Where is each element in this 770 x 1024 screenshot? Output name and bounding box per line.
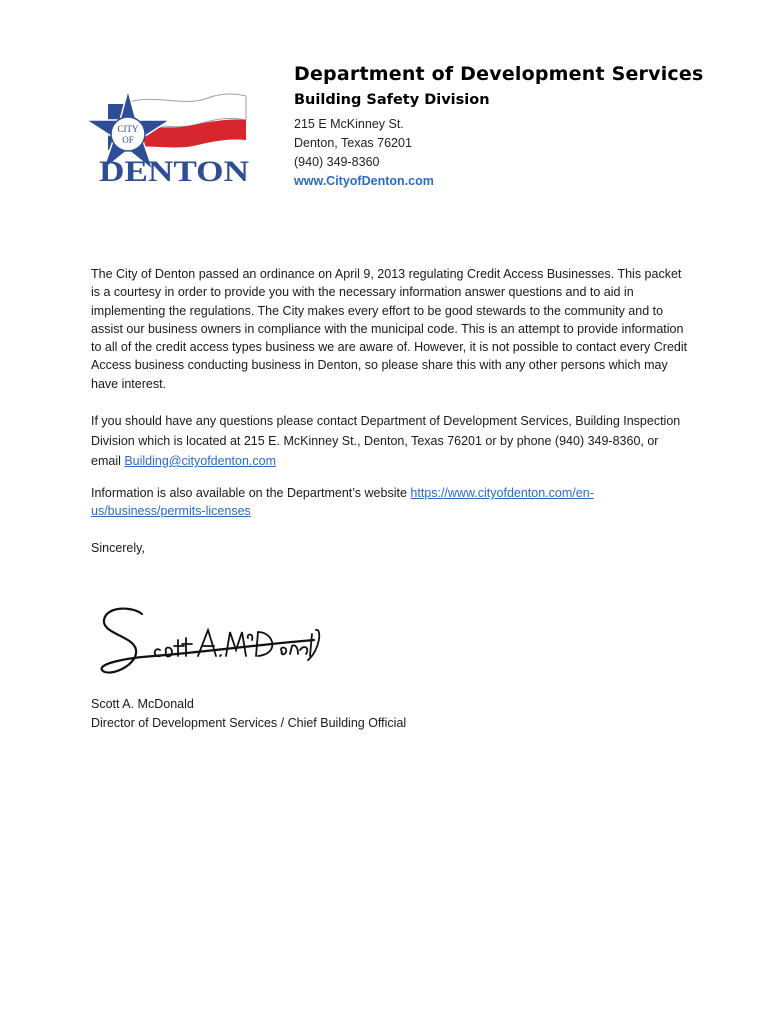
website-link[interactable]: www.CityofDenton.com bbox=[294, 174, 434, 188]
signature-graphic bbox=[94, 600, 324, 685]
signer-block bbox=[91, 695, 406, 733]
department-title: Department of Development Services bbox=[294, 63, 704, 85]
closing-text: Sincerely, bbox=[91, 541, 145, 555]
logo-text-of: OF bbox=[122, 135, 134, 145]
paragraph-contact-body: If you should have any questions please contact Department of Development Services, Building Inspection Division which is located at 215 E. McKinney St., Denton, Texas 76201 or by phone (940) 349-8360, or email bbox=[91, 414, 681, 468]
address-street: 215 E McKinney St. bbox=[294, 117, 404, 131]
email-link[interactable]: Building@cityofdenton.com bbox=[124, 454, 277, 468]
denton-logo-graphic bbox=[78, 86, 253, 186]
letterhead bbox=[294, 62, 744, 191]
city-of-denton-logo bbox=[78, 86, 253, 186]
paragraph-contact-text bbox=[91, 411, 691, 471]
handwritten-signature bbox=[94, 600, 324, 685]
paragraph-contact bbox=[91, 411, 691, 471]
closing bbox=[91, 539, 691, 557]
logo-text-city: CITY bbox=[117, 124, 139, 134]
permits-licenses-link[interactable]: https://www.cityofdenton.com/en-us/business/permits-licenses bbox=[91, 486, 594, 519]
paragraph-website bbox=[91, 484, 691, 521]
paragraph-website-text bbox=[91, 484, 691, 521]
address-city: Denton, Texas 76201 bbox=[294, 136, 412, 150]
paragraph-website-body: Information is also available on the Department’s website bbox=[91, 486, 411, 500]
division-title: Building Safety Division bbox=[294, 92, 490, 108]
paragraph-intro bbox=[91, 265, 691, 393]
paragraph-intro-text: The City of Denton passed an ordinance on April 9, 2013 regulating Credit Access Businesses. This packet is a courtesy in order to provide you with the necessary information answer questions and to aid in implementing the regulations. The City makes every effort to be good stewards to the community and to assist our business owners in compliance with the municipal code. This is an attempt to provide information to all of the credit access types business we are aware of. However, it is not possible to contact every Credit Access business conducting business in Denton, so please share this with any other persons which may have interest. bbox=[91, 267, 688, 391]
logo-text-denton: DENTON bbox=[99, 155, 250, 186]
signer-title: Director of Development Services / Chief Building Official bbox=[91, 716, 407, 730]
signer-name: Scott A. McDonald bbox=[91, 697, 194, 711]
phone-number: (940) 349-8360 bbox=[294, 155, 380, 169]
